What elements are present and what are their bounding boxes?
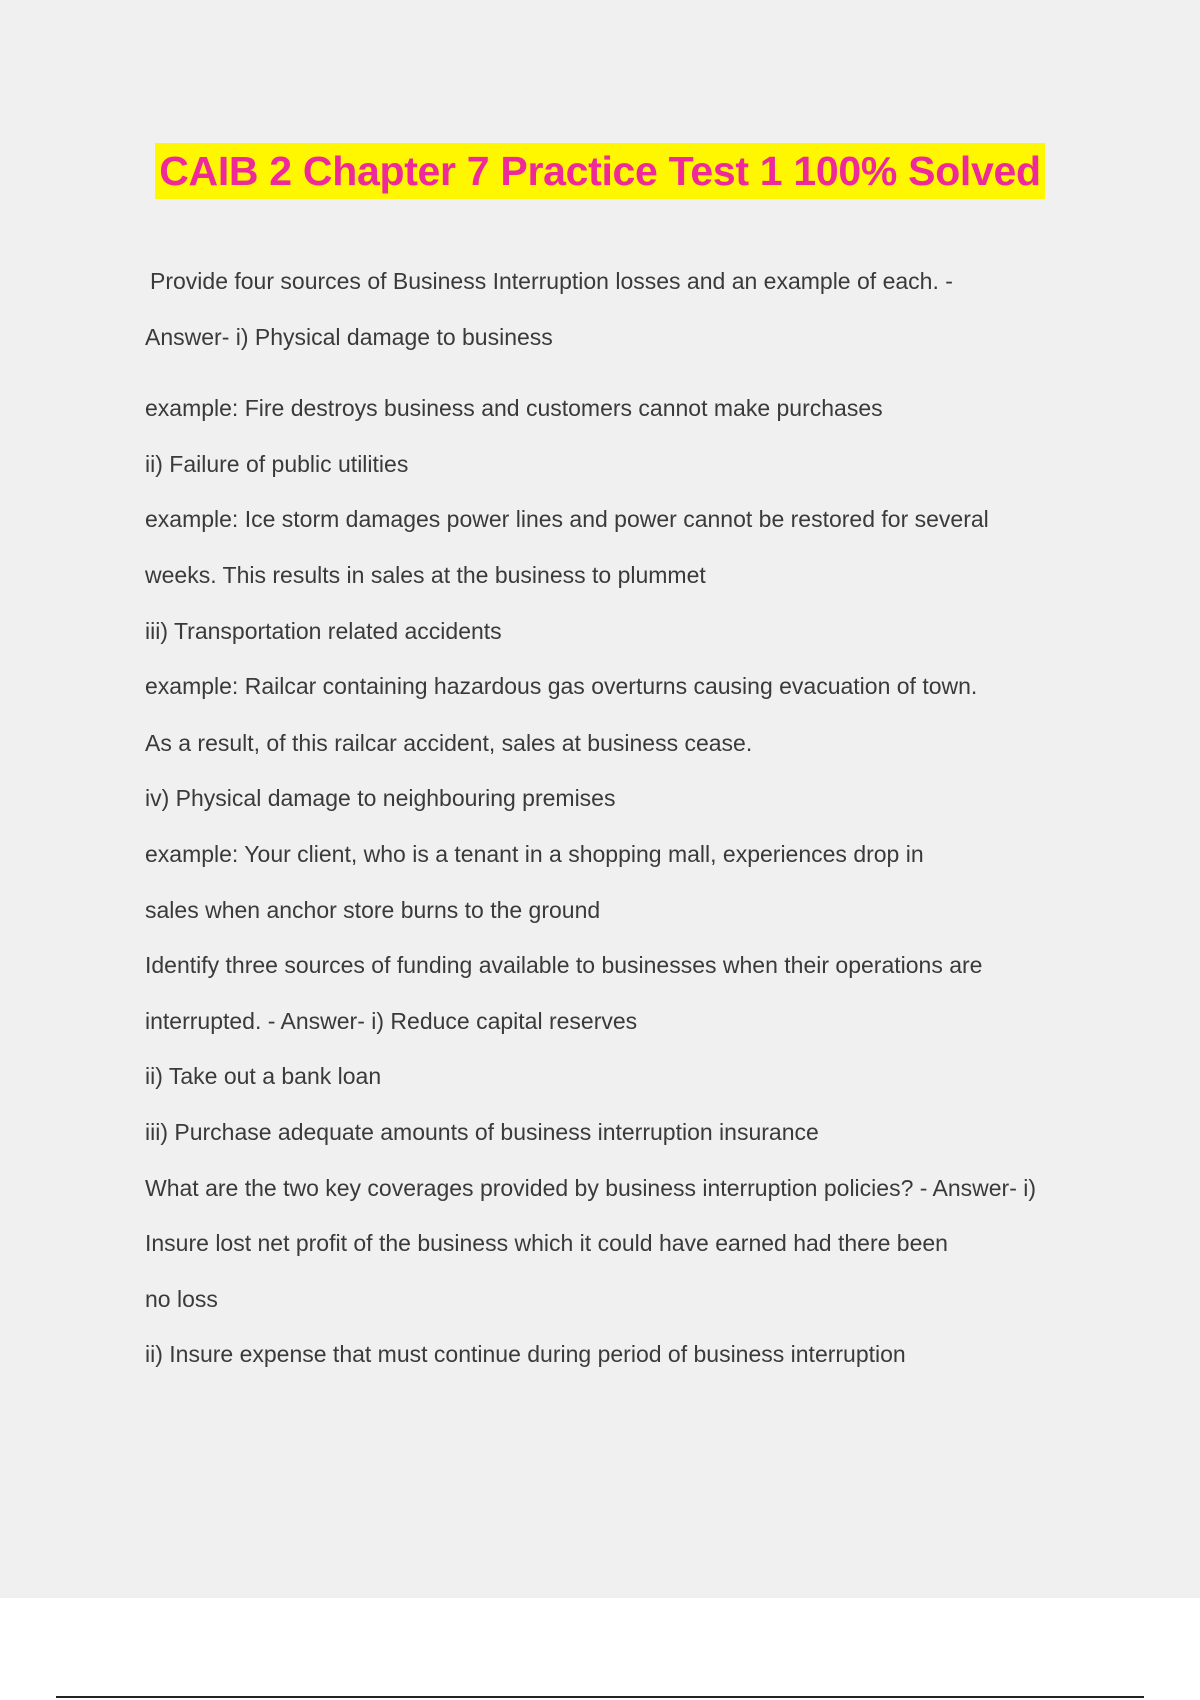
- body-line: Insure lost net profit of the business which it could have earned had there been: [145, 1230, 948, 1256]
- body-line: example: Fire destroys business and customers cannot make purchases: [145, 395, 883, 421]
- body-line: weeks. This results in sales at the business to plummet: [145, 562, 706, 588]
- body-line: no loss: [145, 1286, 218, 1312]
- body-line: ii) Insure expense that must continue during period of business interruption: [145, 1341, 906, 1367]
- body-line: Provide four sources of Business Interruption losses and an example of each. -: [150, 268, 953, 294]
- body-line: ii) Failure of public utilities: [145, 451, 409, 477]
- body-line: example: Railcar containing hazardous gas overturns causing evacuation of town.: [145, 673, 978, 699]
- body-line: interrupted. - Answer- i) Reduce capital reserves: [145, 1008, 638, 1034]
- footer-divider: [56, 1696, 1144, 1698]
- body-line: iii) Purchase adequate amounts of business interruption insurance: [145, 1119, 819, 1145]
- document-title: CAIB 2 Chapter 7 Practice Test 1 100% Solved: [155, 143, 1045, 199]
- body-line: As a result, of this railcar accident, sales at business cease.: [145, 730, 753, 756]
- body-line: What are the two key coverages provided by business interruption policies? - Answer- i): [145, 1175, 1037, 1201]
- body-line: Answer- i) Physical damage to business: [145, 324, 553, 350]
- body-line: iv) Physical damage to neighbouring premises: [145, 785, 616, 811]
- body-line: iii) Transportation related accidents: [145, 618, 502, 644]
- body-line: sales when anchor store burns to the ground: [145, 897, 601, 923]
- body-line: example: Ice storm damages power lines and power cannot be restored for several: [145, 506, 989, 532]
- body-line: Identify three sources of funding available to businesses when their operations are: [145, 952, 983, 978]
- body-line: ii) Take out a bank loan: [145, 1063, 382, 1089]
- body-line: example: Your client, who is a tenant in a shopping mall, experiences drop in: [145, 841, 924, 867]
- title-container: [0, 143, 1200, 199]
